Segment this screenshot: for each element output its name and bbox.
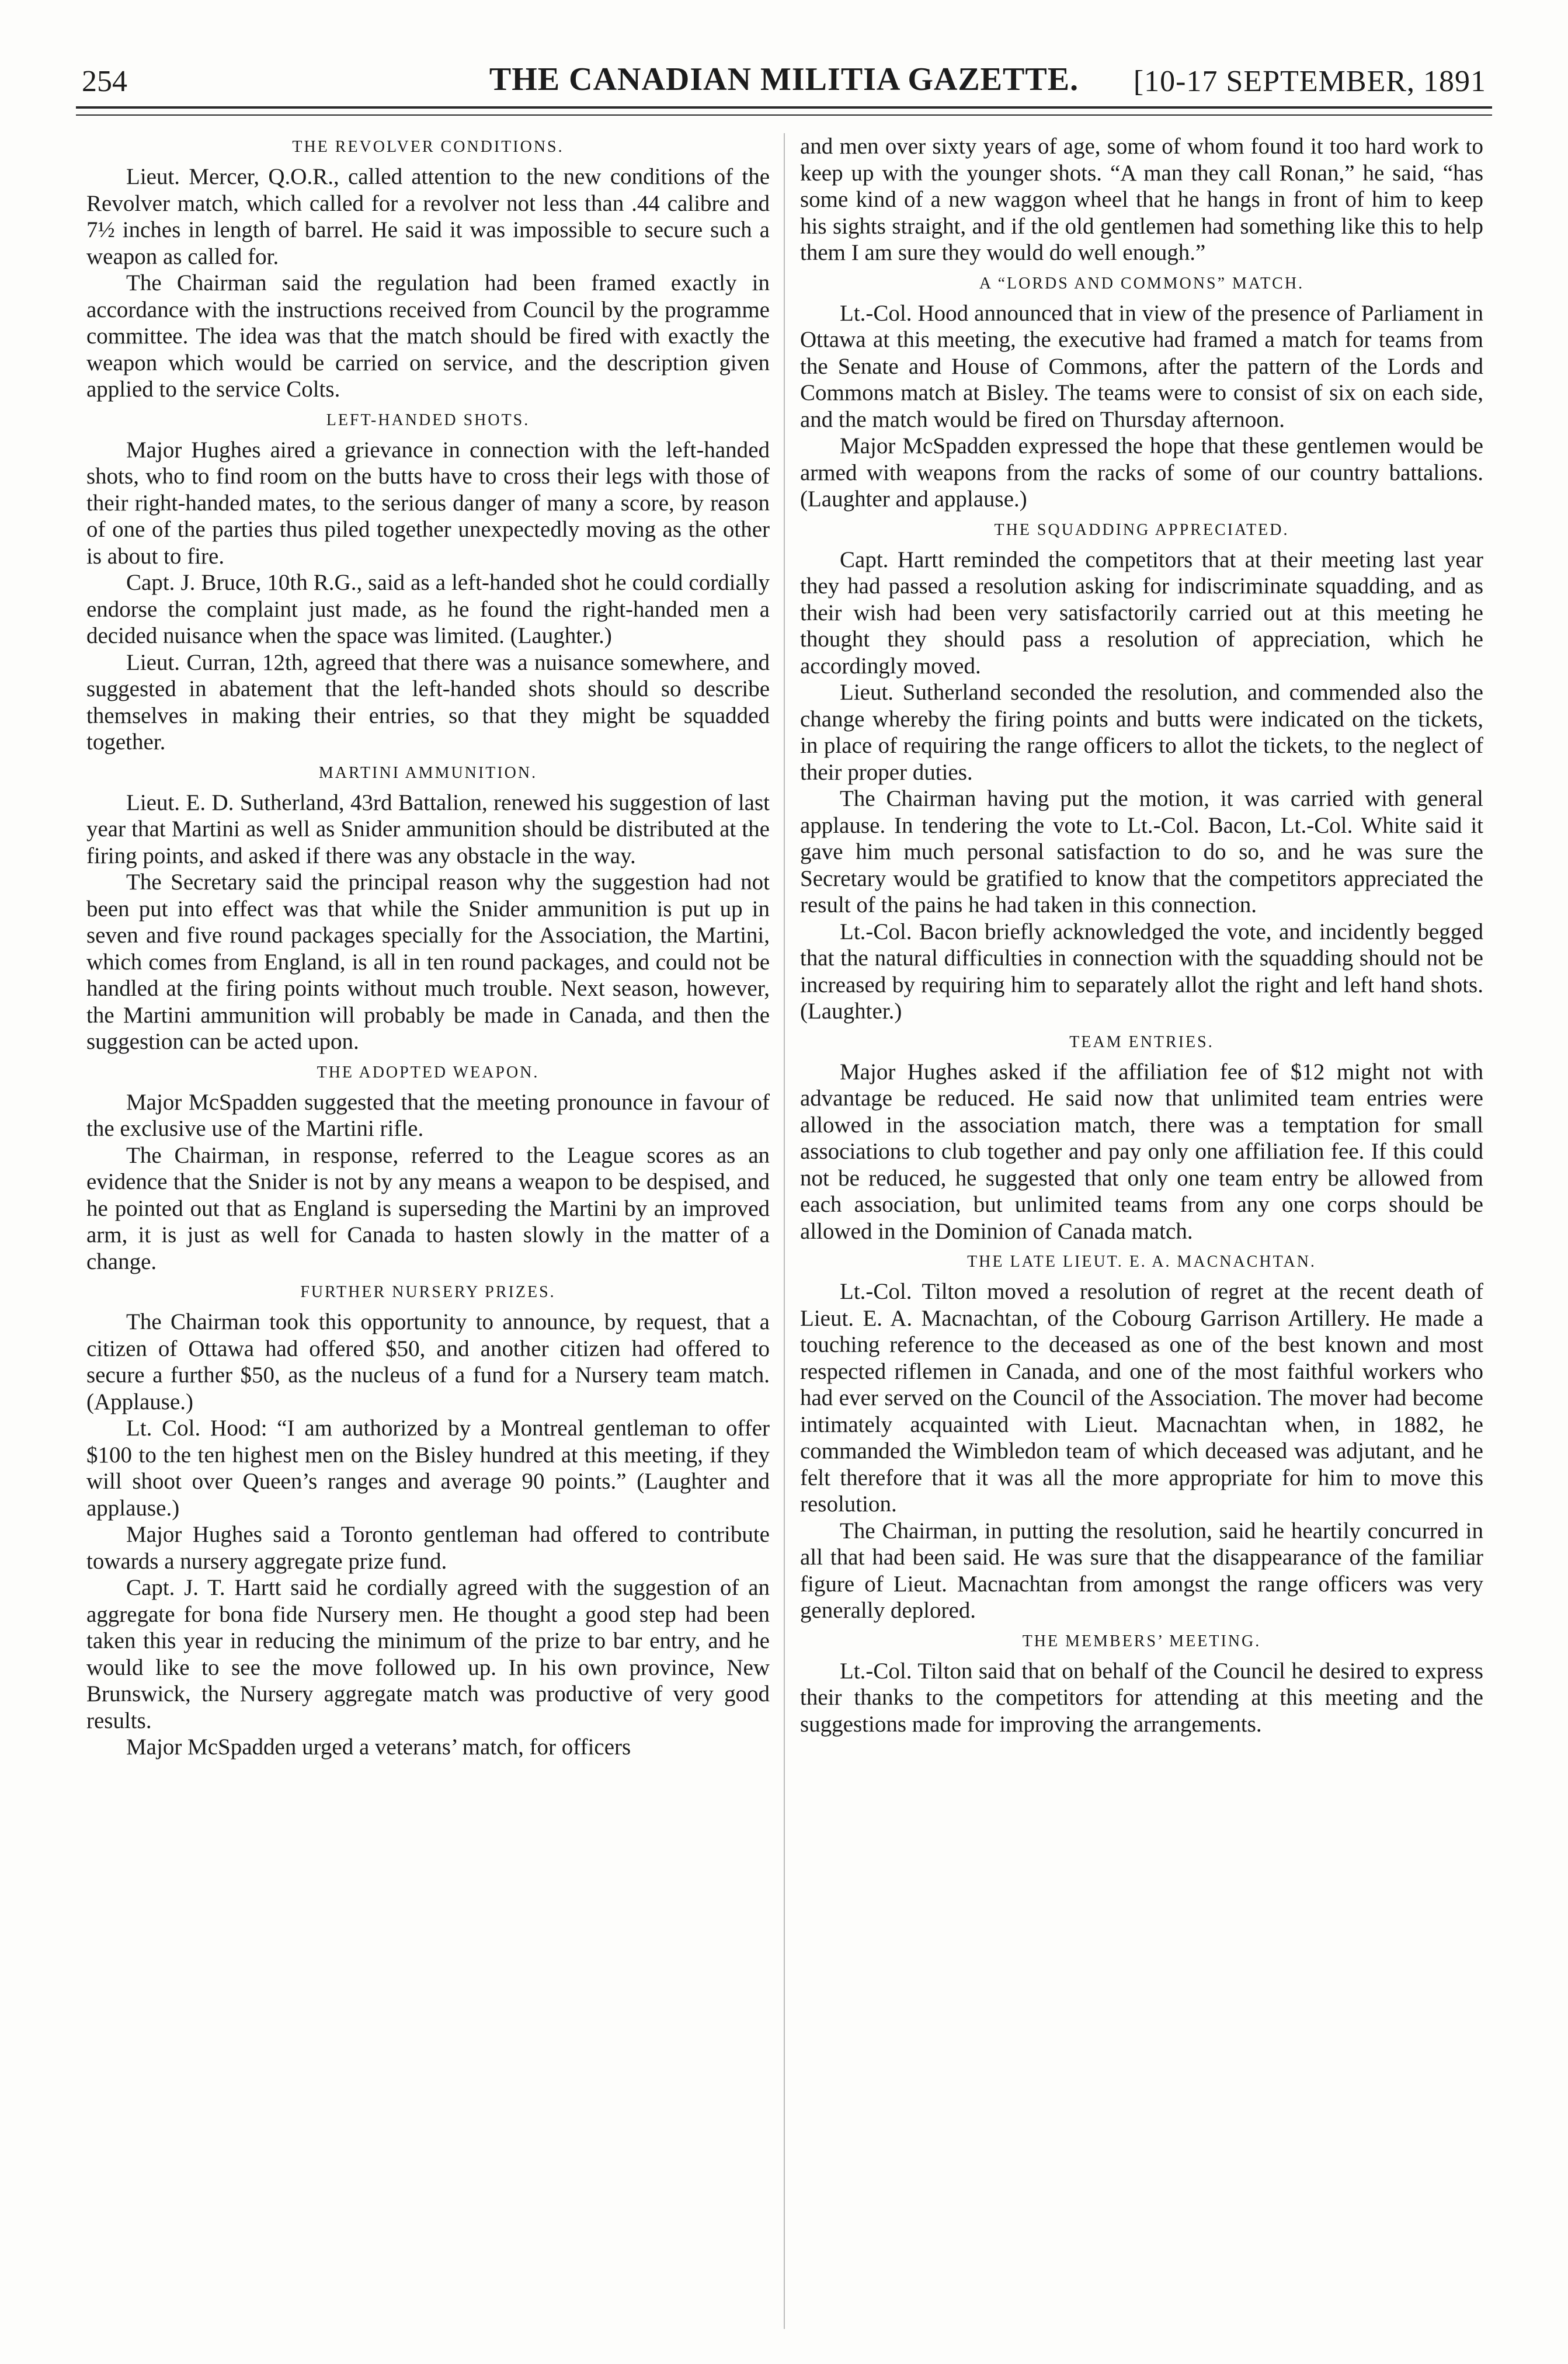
header-rule xyxy=(76,106,1492,109)
paragraph: Major McSpadden expressed the hope that these gentlemen would be armed with weapons from the racks of some of our country battalions. (Laughter and applause.) xyxy=(800,433,1483,512)
paragraph: The Chairman, in putting the resolution, said he heartily concurred in all that had been said. He was sure that the disappearance of the familiar figure of Lieut. Macnachtan from amongst the range officers was very generally deplored. xyxy=(800,1518,1483,1623)
paragraph: Major McSpadden urged a veterans’ match, for officers xyxy=(126,1734,631,1760)
page-title: THE CANADIAN MILITIA GAZETTE. xyxy=(489,61,1079,98)
paragraph: Lt.-Col. Tilton moved a resolution of regret at the recent death of Lieut. E. A. Macnachtan, of the Cobourg Garrison Artillery. He made a touching reference to the deceased as one of the best known and most respected riflemen in Canada, and one of the most faithful workers who had ever served on the Council of the Association. The mover had become intimately acquainted with Lieut. Macnachtan when, in 1882, he commanded the Wimbledon team of which deceased was adjutant, and he felt therefore that it was all the more appropriate for him to move this resolution. xyxy=(800,1279,1483,1517)
paragraph: Lt.-Col. Bacon briefly acknowledged the vote, and incidently begged that the natural difficulties in connection with the squadding should not be increased by requiring him to separately allot the right and left hand shots. (Laughter.) xyxy=(800,919,1483,1024)
paragraph: Capt. J. T. Hartt said he cordially agreed with the suggestion of an aggregate for bona fide Nursery men. He thought a good step had been taken this year in reducing the minimum of the prize to bar entry, and he would like to see the move followed up. In his own province, New Brunswick, the Nursery aggregate match was productive of very good results. xyxy=(86,1575,770,1733)
page-number: 254 xyxy=(82,65,127,98)
section-heading: THE SQUADDING APPRECIATED. xyxy=(994,520,1289,539)
paragraph: Lt.-Col. Hood announced that in view of the presence of Parliament in Ottawa at this meeting, the executive had framed a match for teams from the Senate and House of Commons, after the pattern of the Lords and Commons match at Bisley. The teams were to consist of six on each side, and the match would be fired on Thursday afternoon. xyxy=(800,300,1483,432)
paragraph: Major Hughes aired a grievance in connection with the left-handed shots, who to find room on the butts have to cross their legs with those of their right-handed mates, to the serious danger of many a score, by reason of one of the parties thus piled together unexpectedly moving as the other is about to fire. xyxy=(86,437,770,569)
paragraph: Lieut. Curran, 12th, agreed that there was a nuisance somewhere, and suggested in abatement that the left-handed shots should so describe themselves in making their entries, so that they might be squadded together. xyxy=(86,649,770,755)
paragraph: Lieut. Mercer, Q.O.R., called attention to the new conditions of the Revolver match, which called for a revolver not less than .44 calibre and 7½ inches in length of barrel. He said it was impossible to secure such a weapon as called for. xyxy=(86,164,770,269)
section-heading: MARTINI AMMUNITION. xyxy=(318,763,538,782)
paragraph: Lieut. E. D. Sutherland, 43rd Battalion, renewed his suggestion of last year that Martini as well as Snider ammunition should be distributed at the firing points, and asked if there was any obstacle in the way. xyxy=(86,790,770,868)
paragraph: The Secretary said the principal reason why the suggestion had not been put into effect was that while the Snider ammunition is put up in seven and five round packages specially for the Association, the Martini, which comes from England, is all in ten round packages, and could not be handled at the firing points without much trouble. Next season, however, the Martini ammunition will probably be made in Canada, and then the suggestion can be acted upon. xyxy=(86,870,770,1054)
right-column xyxy=(800,133,1483,1737)
paragraph: Capt. Hartt reminded the competitors that at their meeting last year they had passed a resolution asking for indiscriminate squadding, and as their wish had been very satisfactorily carried out at this meeting he thought they should pass a resolution of appreciation, which he accordingly moved. xyxy=(800,547,1483,679)
column-divider xyxy=(784,133,785,2329)
paragraph: The Chairman, in response, referred to the League scores as an evidence that the Snider is not by any means a weapon to be despised, and he pointed out that as England is superseding the Martini by an improved arm, it is just as well for Canada to hasten slowly in the matter of a change. xyxy=(86,1142,770,1274)
left-column xyxy=(86,133,770,1761)
section-heading: FURTHER NURSERY PRIZES. xyxy=(300,1283,556,1301)
paragraph: The Chairman having put the motion, it was carried with general applause. In tendering the vote to Lt.-Col. Bacon, Lt.-Col. White said it gave him much personal satisfaction to do so, and he was sure the Secretary would be gratified to know that the competitors appreciated the result of the pains he had taken in this connection. xyxy=(800,786,1483,917)
page-header xyxy=(76,54,1492,100)
section-heading: LEFT-HANDED SHOTS. xyxy=(326,411,530,429)
paragraph: Lt.-Col. Tilton said that on behalf of the Council he desired to express their thanks to the competitors for attending at this meeting and the suggestions made for improving the arrangements. xyxy=(800,1658,1483,1737)
section-heading: THE LATE LIEUT. E. A. MACNACHTAN. xyxy=(967,1253,1316,1271)
continued-paragraph: and men over sixty years of age, some of whom found it too hard work to keep up with the younger shots. “A man they call Ronan,” he said, “has some kind of a new waggon wheel that he hangs in front of him to keep his sights straight, and if the old gentlemen had something like this to help them I am sure they would do well enough.” xyxy=(800,134,1483,265)
paragraph: The Chairman said the regulation had been framed exactly in accordance with the instructions received from Council by the programme committee. The idea was that the match should be fired with exactly the weapon which would be carried on service, and the description given applied to the service Colts. xyxy=(86,270,770,402)
section-heading: THE REVOLVER CONDITIONS. xyxy=(292,138,564,156)
paragraph: Major McSpadden suggested that the meeting pronounce in favour of the exclusive use of the Martini rifle. xyxy=(86,1089,770,1141)
section-heading: A “LORDS AND COMMONS” MATCH. xyxy=(979,274,1305,293)
section-heading: TEAM ENTRIES. xyxy=(1069,1032,1214,1051)
paragraph: Major Hughes asked if the affiliation fee of $12 might not with advantage be reduced. He said now that unlimited team entries were allowed in the association match, there was a temptation for small associations to club together and pay only one affiliation fee. If this could not be reduced, he suggested that only one team entry be allowed from each association, but unlimited teams from any one corps should be allowed in the Dominion of Canada match. xyxy=(800,1059,1483,1244)
paragraph: Lt. Col. Hood: “I am authorized by a Montreal gentleman to offer $100 to the ten highest men on the Bisley hundred at this meeting, if they will shoot over Queen’s ranges and average 90 points.” (Laughter and applause.) xyxy=(86,1416,770,1521)
header-rule-thin xyxy=(76,114,1492,116)
paragraph: Capt. J. Bruce, 10th R.G., said as a left-handed shot he could cordially endorse the complaint just made, as he found the right-handed men a decided nuisance when the space was limited. (Laughter.) xyxy=(86,570,770,648)
issue-date: [10-17 SEPTEMBER, 1891 xyxy=(1133,65,1486,98)
section-heading: THE ADOPTED WEAPON. xyxy=(317,1063,540,1082)
section-heading: THE MEMBERS’ MEETING. xyxy=(1022,1632,1261,1650)
paragraph: Lieut. Sutherland seconded the resolution, and commended also the change whereby the firing points and butts were indicated on the tickets, in place of requiring the range officers to allot the tickets, to the neglect of their proper duties. xyxy=(800,680,1483,785)
paragraph: Major Hughes said a Toronto gentleman had offered to contribute towards a nursery aggregate prize fund. xyxy=(86,1522,770,1574)
paragraph: The Chairman took this opportunity to announce, by request, that a citizen of Ottawa had offered $50, and another citizen had offered to secure a further $50, as the nucleus of a fund for a Nursery team match. (Applause.) xyxy=(86,1309,770,1414)
